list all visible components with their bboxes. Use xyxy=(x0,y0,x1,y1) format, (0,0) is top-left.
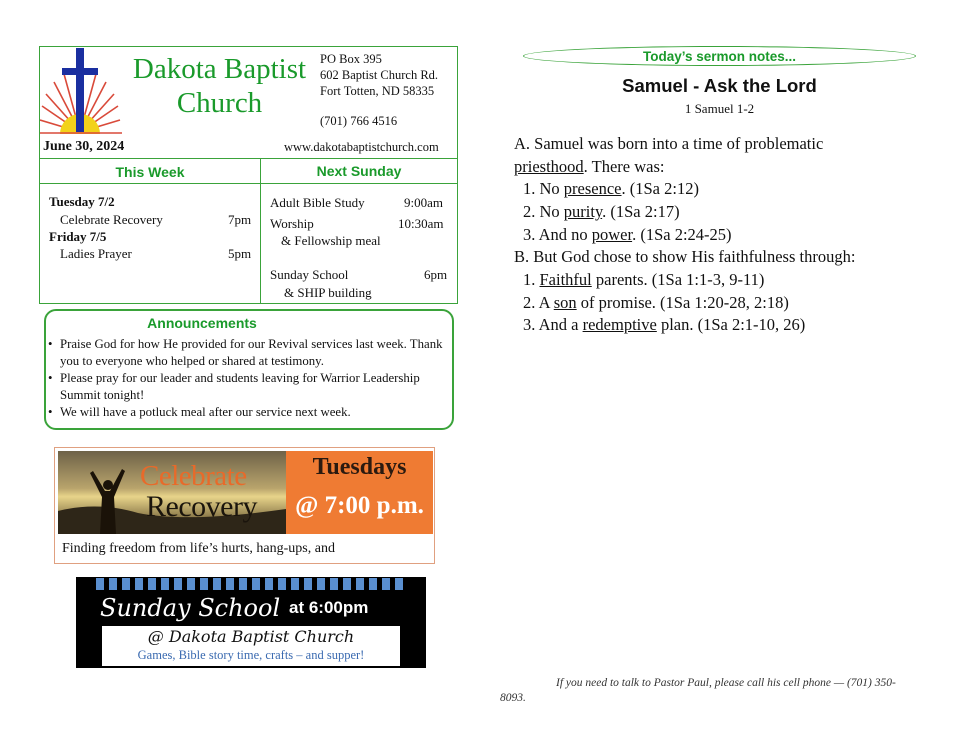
church-website: www.dakotabaptistchurch.com xyxy=(284,140,439,154)
note-a1 xyxy=(523,178,699,201)
this-week-day2-time: 5pm xyxy=(228,246,252,261)
sermon-title: Samuel - Ask the Lord xyxy=(622,75,817,96)
celebrate-word: Celebrate xyxy=(140,460,247,492)
note-blank: power xyxy=(591,225,633,244)
address-line1: PO Box 395 xyxy=(320,52,382,66)
note-text: 1. No xyxy=(523,179,564,198)
cross-logo xyxy=(40,46,122,138)
sermon-reference: 1 Samuel 1-2 xyxy=(684,101,755,116)
church-name-line1: Dakota Baptist xyxy=(132,53,307,85)
note-text: 3. And a xyxy=(523,315,583,334)
note-b-line: B. But God chose to show His faithfulness through: xyxy=(514,247,856,266)
next-sunday-item2-time: 10:30am xyxy=(398,216,444,231)
pastor-contact-footer xyxy=(500,676,920,706)
note-a2 xyxy=(523,201,680,224)
next-sunday-item3: Sunday School xyxy=(270,267,349,282)
bulletin-date: June 30, 2024 xyxy=(43,139,125,154)
note-text: . (1Sa 2:12) xyxy=(621,179,699,198)
sunday-school-stripes xyxy=(96,578,406,590)
recovery-word: Recovery xyxy=(146,490,257,523)
celebrate-recovery-day: Tuesdays xyxy=(312,454,407,480)
divider xyxy=(260,159,261,303)
note-a-line1: A. Samuel was born into a time of problematic xyxy=(514,134,824,153)
note-text: 2. A xyxy=(523,293,554,312)
this-week-day1-event: Celebrate Recovery xyxy=(60,212,163,227)
church-name-line2: Church xyxy=(176,87,263,119)
note-blank: redemptive xyxy=(582,315,657,334)
church-phone: (701) 766 4516 xyxy=(320,114,398,128)
this-week-day1-time: 7pm xyxy=(228,212,252,227)
note-blank: son xyxy=(553,293,577,312)
this-week-day2: Friday 7/5 xyxy=(49,229,107,244)
announcement-item: • Please pray for our leader and students leaving for Warrior Leadership Summit tonight! xyxy=(48,370,452,404)
note-text: 3. And no xyxy=(523,225,592,244)
note-a-line2 xyxy=(514,156,664,179)
next-sunday-item2: Worship xyxy=(270,216,314,231)
divider xyxy=(40,158,457,159)
announcements-heading: Announcements xyxy=(147,315,257,331)
note-blank: purity xyxy=(563,202,603,221)
note-text: parents. (1Sa 1:1-3, 9-11) xyxy=(591,270,765,289)
sunday-school-location: @ Dakota Baptist Church xyxy=(147,627,355,646)
note-text: 2. No xyxy=(523,202,564,221)
celebrate-recovery-caption: Finding freedom from life’s hurts, hang-ups, and xyxy=(62,541,335,556)
note-text: 1. xyxy=(523,270,540,289)
note-text: . There was: xyxy=(583,157,665,176)
note-text: of promise. (1Sa 1:20-28, 2:18) xyxy=(576,293,789,312)
note-b3 xyxy=(523,314,805,337)
note-text: plan. (1Sa 2:1-10, 26) xyxy=(656,315,806,334)
announcement-item: • Praise God for how He provided for our Revival services last week. Thank you to everyone who helped or shared at testimony. xyxy=(48,336,452,370)
sunday-school-time: at 6:00pm xyxy=(289,598,369,617)
sunday-school-title: Sunday School xyxy=(100,594,281,622)
note-text: . (1Sa 2:24-25) xyxy=(632,225,732,244)
note-blank: presence xyxy=(563,179,622,198)
next-sunday-item1: Adult Bible Study xyxy=(270,195,365,210)
note-a3 xyxy=(523,224,732,247)
next-sunday-item1-time: 9:00am xyxy=(404,195,443,210)
church-address xyxy=(320,51,438,99)
announcement-item: • We will have a potluck meal after our service next week. xyxy=(48,404,452,421)
next-sunday-heading: Next Sunday xyxy=(316,163,402,179)
this-week-day1: Tuesday 7/2 xyxy=(49,194,115,209)
note-b2 xyxy=(523,292,789,315)
note-text: . (1Sa 2:17) xyxy=(602,202,680,221)
sunday-school-subtitle: Games, Bible story time, crafts – and supper! xyxy=(137,648,365,662)
address-line2: 602 Baptist Church Rd. xyxy=(320,68,439,82)
announcements-list xyxy=(48,336,452,421)
address-line3: Fort Totten, ND 58335 xyxy=(320,84,435,98)
next-sunday-item3-sub: & SHIP building xyxy=(284,285,372,300)
divider xyxy=(40,183,457,184)
church-name xyxy=(122,52,317,120)
next-sunday-item3-time: 6pm xyxy=(424,267,448,282)
celebrate-recovery-time: @ 7:00 p.m. xyxy=(295,492,424,519)
this-week-day2-event: Ladies Prayer xyxy=(60,246,132,261)
next-sunday-item2-sub: & Fellowship meal xyxy=(281,233,381,248)
note-blank: priesthood xyxy=(514,157,584,176)
note-b1 xyxy=(523,269,764,292)
this-week-heading: This Week xyxy=(115,164,185,180)
pastor-contact-text: If you need to talk to Pastor Paul, please call his cell phone — (701) 350-8093. xyxy=(500,677,896,704)
note-blank: Faithful xyxy=(539,270,592,289)
sermon-notes-label: Today’s sermon notes... xyxy=(642,49,797,64)
